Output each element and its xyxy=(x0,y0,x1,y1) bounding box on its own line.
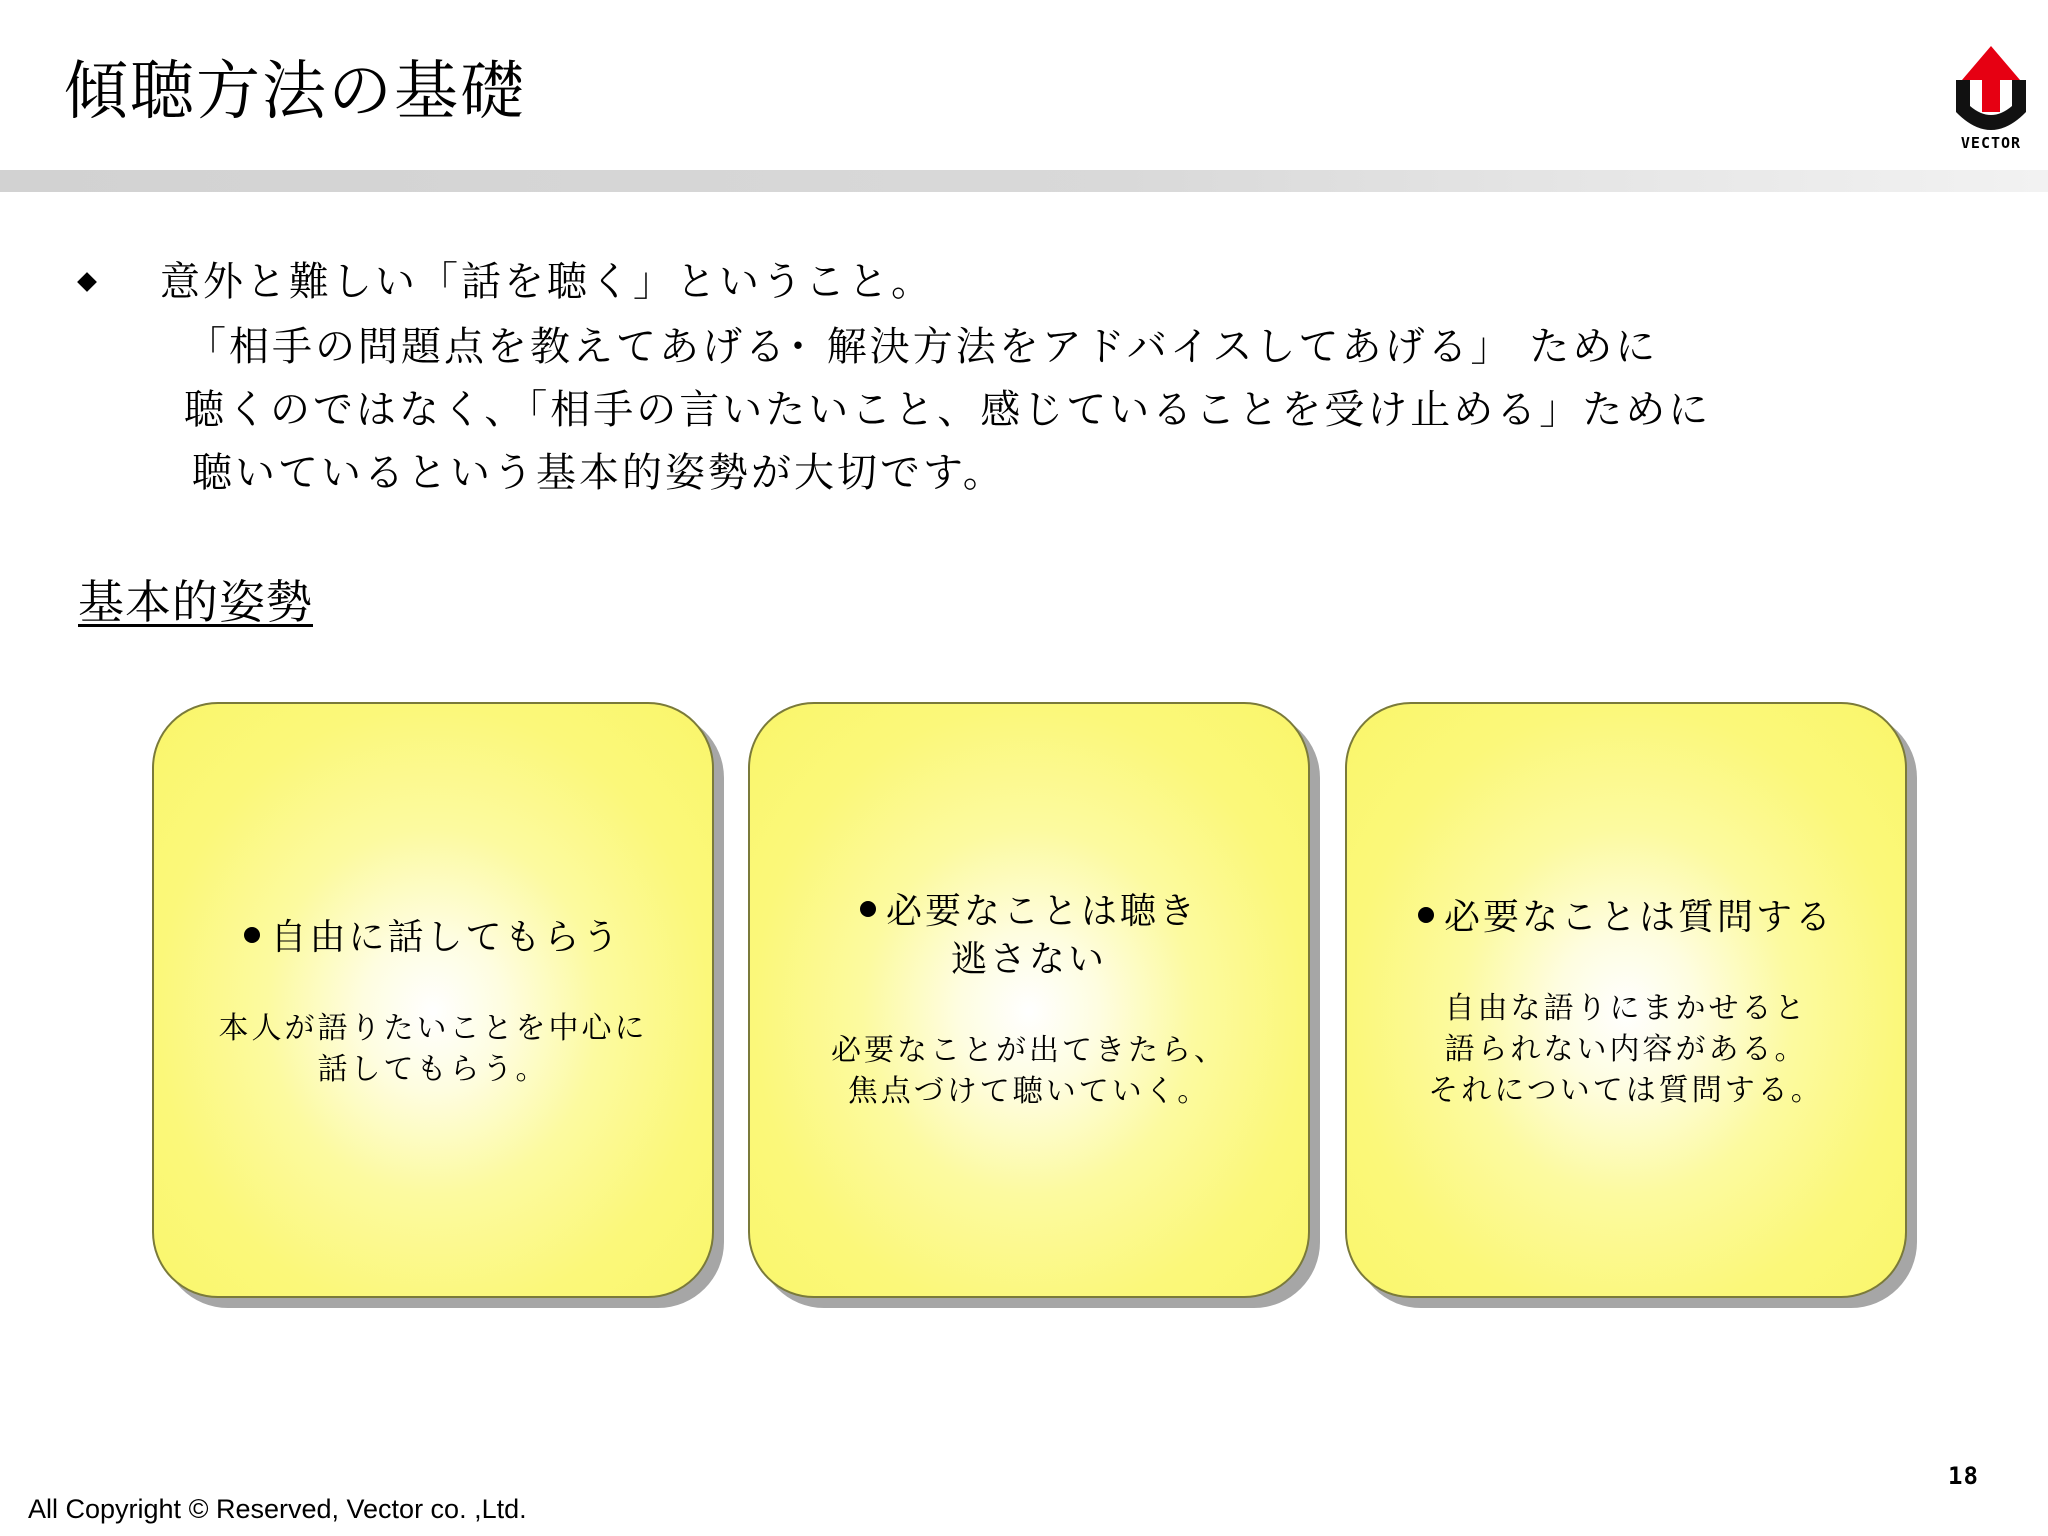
card-body-line: 自由な語りにまかせると xyxy=(1444,991,1808,1026)
card-title-line: 自由に話してもらう xyxy=(270,917,622,958)
dot-bullet-icon xyxy=(860,901,876,917)
attitude-card-1 xyxy=(152,702,714,1298)
intro-line-2: 「相手の問題点を教えてあげる･ 解決方法をアドバイスしてあげる」 ために xyxy=(186,324,1659,370)
intro-line-3: 聴くのではなく、「相手の言いたいこと、感じていることを受け止める」ために xyxy=(184,387,1712,433)
vector-logo-mark xyxy=(1950,44,2032,136)
card-title xyxy=(154,914,712,962)
attitude-card-2 xyxy=(748,702,1310,1298)
vector-logo-icon xyxy=(1950,44,2032,154)
dot-bullet-icon xyxy=(1418,907,1434,923)
page-number: 18 xyxy=(1948,1462,1979,1490)
card-title-line: 必要なことは質問する xyxy=(1443,897,1834,938)
card-body-line: 語られない内容がある。 xyxy=(1444,1032,1808,1067)
card-body-line: 必要なことが出てきたら、 xyxy=(831,1033,1227,1068)
card-body-line: 話してもらう。 xyxy=(317,1052,549,1087)
logo-text: VECTOR xyxy=(1960,134,2022,152)
card-body xyxy=(1347,988,1905,1111)
dot-bullet-icon xyxy=(244,927,260,943)
title-divider-bar xyxy=(0,170,2048,192)
diamond-bullet-icon xyxy=(77,272,97,292)
copyright-notice: All Copyright © Reserved, Vector co. ,Ltd. xyxy=(28,1494,527,1524)
slide-title: 傾聴方法の基礎 xyxy=(64,55,526,129)
card-title-line: 逃さない xyxy=(950,939,1107,980)
card-body-line: それについては質問する。 xyxy=(1428,1073,1824,1108)
card-title-line: 必要なことは聴き xyxy=(885,891,1198,932)
attitude-card-3 xyxy=(1345,702,1907,1298)
intro-line-4: 聴いているという基本的姿勢が大切です。 xyxy=(192,450,1006,496)
card-body-line: 本人が語りたいことを中心に xyxy=(218,1011,648,1046)
card-body xyxy=(154,1008,712,1090)
section-heading: 基本的姿勢 xyxy=(78,575,313,629)
card-body-line: 焦点づけて聴いていく。 xyxy=(847,1074,1211,1109)
card-body xyxy=(750,1030,1308,1112)
card-title xyxy=(750,888,1308,984)
card-title xyxy=(1347,894,1905,942)
intro-line-1: 意外と難しい「話を聴く」ということ。 xyxy=(160,259,934,305)
